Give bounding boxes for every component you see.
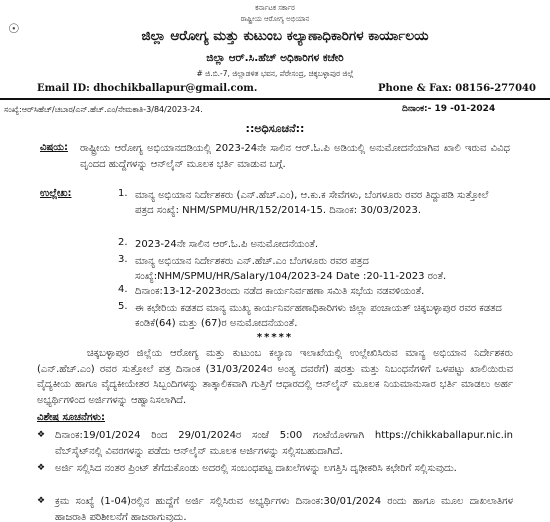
office-title: ಜಿಲ್ಲಾ ಆರೋಗ್ಯ ಮತ್ತು ಕುಟುಂಬ ಕಲ್ಯಾಣಾಧಿಕಾರಿಗಳ ಕಾರ್ಯಾಲಯ	[141, 28, 429, 44]
reference-item-number: 3.	[118, 254, 128, 265]
special-note-item: ಅರ್ಜಿ ಸಲ್ಲಿಸಿದ ನಂತರ ಪ್ರಿಂಟ್ ತೆಗೆದುಕೊಂಡು ಅದರಲ್ಲಿ ಸಂಬಂಧಪಟ್ಟ ದಾಖಲೆಗಳನ್ನು ಲಗತ್ತಿಸಿ ದೃಢೀಕರಿಸಿ ಕಛೇರಿಗೆ ಸಲ್ಲಿಸುವುದು.	[55, 463, 457, 474]
reference-date: ದಿನಾಂಕ:- 19 -01-2024	[402, 104, 496, 114]
reference-item: ಮಾನ್ಯ ಅಭಿಯಾನ ನಿರ್ದೇಶಕರು (ಎನ್.ಹೆಚ್.ಎಂ), ಆ.ಕು.ಕ ಸೇವೆಗಳು, ಬೆಂಗಳೂರು ರವರ ತಿದ್ದುಪಡಿ ಸುತ್ತೋಲೆ ಪತ್ರದ ಸಂಖ್ಯೆ: NHM/SPMU/HR/152/2014-15. ದಿನಾಂಕ: 30/03/2023.	[135, 190, 489, 216]
bullet-diamond-icon: ❖	[37, 496, 46, 506]
separator: *****	[256, 332, 294, 343]
notice-title: ::ಅಧಿಸೂಚನೆ::	[245, 122, 305, 135]
reference-item: 2023-24ನೇ ಸಾಲಿನ ಆರ್.ಓ.ಪಿ ಅನುಮೋದನೆಯಂತೆ.	[135, 239, 319, 250]
email-id: Email ID: dhochikballapur@gmail.com.	[37, 83, 258, 94]
phone-fax: Phone & Fax: 08156-277040	[378, 83, 536, 94]
corner-mark: ☉	[8, 22, 20, 37]
reference-number: ಸಂಖ್ಯೆ:ಆರ್‌ಸಿಹೆಚ್/ಚಬಾರ/ಎನ್.ಹೆಚ್.ಎಂ/ನೇಮಕಾತಿ-3/84/2023-24.	[4, 105, 203, 114]
bullet-diamond-icon: ❖	[37, 463, 46, 473]
special-note-item: ದಿನಾಂಕ:19/01/2024 ರಿಂದ 29/01/2024ರ ಸಂಜೆ 5:00 ಗಂಟೆಯೊಳಗಾಗಿ https://chikkaballapur.nic.in ವೆಬ್‌ಸೈಟ್‌ನಲ್ಲಿ ವಿವರಗಳನ್ನು ಪಡೆದು ಆನ್‌ಲೈನ್ ಮೂಲಕ ಅರ್ಜಿಗಳನ್ನು ಸಲ್ಲಿಸಬಹುದಾಗಿದೆ.	[55, 430, 513, 457]
subject-text: ರಾಷ್ಟ್ರೀಯ ಆರೋಗ್ಯ ಅಭಿಯಾನದಡಿಯಲ್ಲಿ 2023-24ನೇ ಸಾಲಿನ ಆರ್.ಓ.ಪಿ ಅಡಿಯಲ್ಲಿ ಅನುಮೋದನೆಯಾಗಿವ ಖಾಲಿ ಇರುವ ವಿವಿಧ ವೃಂದದ ಹುದ್ದೆಗಳನ್ನು ಆನ್‌ಲೈನ್ ಮೂಲಕ ಭರ್ತಿ ಮಾಡುವ ಬಗ್ಗೆ.	[80, 143, 510, 170]
subject-label: ವಿಷಯ:	[40, 142, 68, 153]
mission-line: ರಾಷ್ಟ್ರೀಯ ಆರೋಗ್ಯ ಅಭಿಯಾನ	[240, 15, 310, 23]
reference-item: ಈ ಕಛೇರಿಯ ಕಡತದ ಮಾನ್ಯ ಮುಖ್ಯ ಕಾರ್ಯನಿರ್ವಹಣಾಧಿಕಾರಿಗಳು ಜಿಲ್ಲಾ ಪಂಚಾಯತ್ ಚಿಕ್ಕಬಳ್ಳಾಪುರ ರವರ ಕಡತದ ಕಂಡಿಕೆ(64) ಮತ್ತು (67)ರ ಅನುಮೋದನೆಯಂತೆ.	[135, 303, 502, 329]
reference-item-number: 1.	[118, 188, 128, 199]
header-rule	[0, 98, 550, 100]
special-note-item: ಕ್ರಮ ಸಂಖ್ಯೆ (1-04)ರಲ್ಲಿನ ಹುದ್ದೆಗೆ ಅರ್ಜಿ ಸಲ್ಲಿಸಿರುವ ಅಭ್ಯರ್ಥಿಗಳು ದಿನಾಂಕ:30/01/2024 ರಂದು ಹಾಗೂ ಮೂಲ ದಾಖಲಾತಿಗಳ ಹಾಜರಾತಿ ಪರಿಶೀಲನೆಗೆ ಹಾಜರಾಗುವುದು.	[55, 496, 513, 522]
bullet-diamond-icon: ❖	[37, 430, 46, 440]
reference-item-number: 4.	[118, 284, 128, 295]
body-paragraph: ಚಿಕ್ಕಬಳ್ಳಾಪುರ ಜಿಲ್ಲೆಯ ಆರೋಗ್ಯ ಮತ್ತು ಕುಟುಂಬ ಕಲ್ಯಾಣ ಇಲಾಖೆಯಲ್ಲಿ ಉಲ್ಲೇಖಿಸಿರುವ ಮಾನ್ಯ ಅಭಿಯಾನ ನಿರ್ದೇಶಕರು (ಎನ್.ಹೆಚ್.ಎಂ) ರವರ ಸುತ್ತೋಲೆ ಪತ್ರ ದಿನಾಂಕ (31/03/2024ರ ಅಂತ್ಯ ದವರೆಗೆ) ಷರತ್ತು ಮತ್ತು ನಿಬಂಧನೆಗಳಿಗೆ ಒಳಪಟ್ಟು ಖಾಲಿಯಿರುವ ವೈದ್ಯಕೀಯ ಹಾಗೂ ವೈದ್ಯಕೀಯೇತರ ಸಿಬ್ಬಂದಿಗಳನ್ನು ತಾತ್ಕಾಲಿಕವಾಗಿ ಗುತ್ತಿಗೆ ಆಧಾರದಲ್ಲಿ ಆನ್‌ಲೈನ್ ಮೂಲಕ ನಿಯಮಾನುಸಾರ ಭರ್ತಿ ಮಾಡಲು ಅರ್ಹ ಅಭ್ಯರ್ಥಿಗಳಿಂದ ಅರ್ಜಿಗಳನ್ನು ಆಹ್ವಾನಿಸಲಾಗಿದೆ.	[37, 348, 513, 406]
reference-item: ದಿನಾಂಕ:13-12-2023ರಂದು ನಡೆದ ಕಾರ್ಯನಿರ್ವಹಣಾ ಸಮಿತಿ ಸಭೆಯ ನಡವಳಿಯಂತೆ.	[135, 286, 425, 297]
sub-office: ಜಿಲ್ಲಾ ಆರ್.ಸಿ.ಹೆಚ್ ಅಧಿಕಾರಿಗಳ ಕಚೇರಿ	[206, 52, 344, 64]
govt-line: ಕರ್ನಾಟಕ ಸರ್ಕಾರ	[255, 4, 295, 12]
reference-item: ಮಾನ್ಯ ಅಭಿಯಾನ ನಿರ್ದೇಶಕರು ಎನ್.ಹೆಚ್.ಎಂ ಬೆಂಗಳೂರು ರವರ ಪತ್ರದ ಸಂಖ್ಯೆ:NHM/SPMU/HR/Salary/104/2023-24 Date :20-11-2023 ರಂತೆ.	[135, 256, 447, 282]
special-notes-title: ವಿಶೇಷ ಸೂಚನೆಗಳು:	[37, 412, 105, 423]
references-label: ಉಲ್ಲೇಖ:	[40, 188, 72, 199]
reference-item-number: 5.	[118, 301, 128, 312]
reference-item-number: 2.	[118, 237, 128, 248]
address: # ಜಿ.ಬಿ.-7, ಜಿಲ್ಲಾಡಳಿತ ಭವನ, ಪೆರೇಸಂದ್ರ, ಚಿಕ್ಕಬಳ್ಳಾಪುರ ಜಿಲ್ಲೆ	[196, 69, 354, 78]
